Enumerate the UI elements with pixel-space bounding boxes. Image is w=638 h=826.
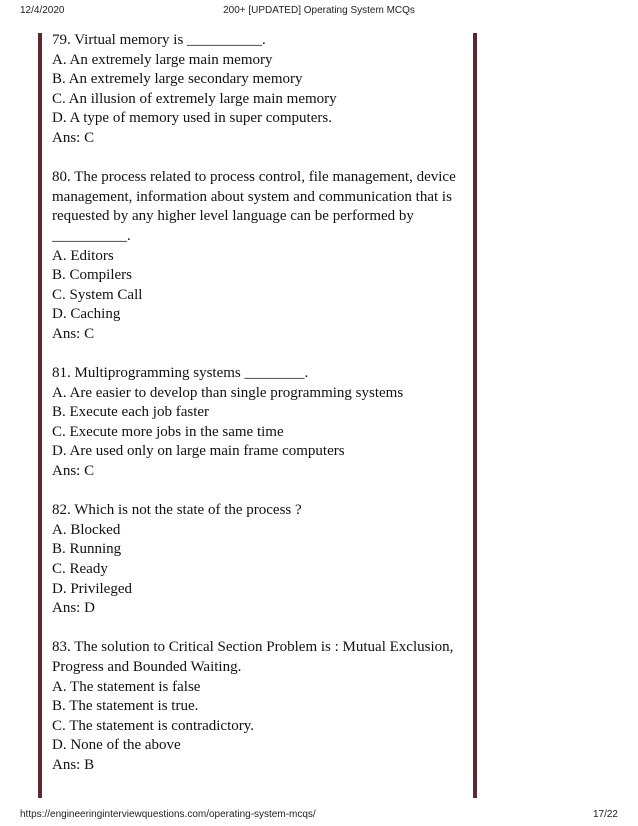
option-b: B. Compilers bbox=[52, 267, 133, 284]
option-a: A. Are easier to develop than single programming systems bbox=[52, 384, 404, 401]
question-text: 80. The process related to process control, file management, device management, information about system and communication that is requested by any higher level language can be performed by __________. bbox=[52, 169, 456, 244]
option-d: D. Caching bbox=[52, 306, 121, 323]
option-c: C. Ready bbox=[52, 561, 108, 578]
option-d: D. Are used only on large main frame computers bbox=[52, 443, 345, 460]
question-block bbox=[52, 638, 462, 775]
question-block bbox=[52, 501, 462, 619]
left-border-bar bbox=[38, 33, 42, 798]
option-b: B. Running bbox=[52, 541, 122, 558]
right-border-bar bbox=[473, 33, 477, 798]
question-block bbox=[52, 168, 462, 344]
option-a: A. Editors bbox=[52, 247, 114, 264]
question-text: 82. Which is not the state of the process ? bbox=[52, 502, 302, 519]
question-text: 81. Multiprogramming systems ________. bbox=[52, 365, 309, 382]
option-b: B. An extremely large secondary memory bbox=[52, 71, 303, 88]
mcq-list bbox=[52, 31, 462, 776]
page-number: 17/22 bbox=[592, 809, 618, 820]
page-title: 200+ [UPDATED] Operating System MCQs bbox=[223, 5, 415, 16]
question-block bbox=[52, 31, 462, 149]
option-a: A. Blocked bbox=[52, 521, 121, 538]
answer: Ans: C bbox=[52, 463, 95, 480]
answer: Ans: D bbox=[52, 600, 95, 617]
option-d: D. Privileged bbox=[52, 580, 132, 597]
option-d: D. None of the above bbox=[52, 737, 181, 754]
question-text: 79. Virtual memory is __________. bbox=[52, 32, 266, 48]
option-b: B. Execute each job faster bbox=[52, 404, 210, 421]
page-header bbox=[0, 0, 638, 20]
print-date: 12/4/2020 bbox=[20, 5, 65, 16]
option-c: C. System Call bbox=[52, 286, 143, 303]
option-d: D. A type of memory used in super computers. bbox=[52, 110, 332, 127]
option-a: A. The statement is false bbox=[52, 678, 201, 695]
question-block bbox=[52, 364, 462, 482]
option-c: C. Execute more jobs in the same time bbox=[52, 423, 284, 440]
option-c: C. The statement is contradictory. bbox=[52, 717, 255, 734]
page-footer bbox=[0, 806, 638, 826]
answer: Ans: C bbox=[52, 325, 95, 342]
option-b: B. The statement is true. bbox=[52, 698, 199, 715]
answer: Ans: B bbox=[52, 756, 95, 773]
source-url: https://engineeringinterviewquestions.com/operating-system-mcqs/ bbox=[20, 809, 316, 820]
option-c: C. An illusion of extremely large main memory bbox=[52, 90, 337, 107]
answer: Ans: C bbox=[52, 129, 95, 146]
option-a: A. An extremely large main memory bbox=[52, 51, 273, 68]
question-text: 83. The solution to Critical Section Problem is : Mutual Exclusion, Progress and Bounded Waiting. bbox=[52, 639, 454, 675]
